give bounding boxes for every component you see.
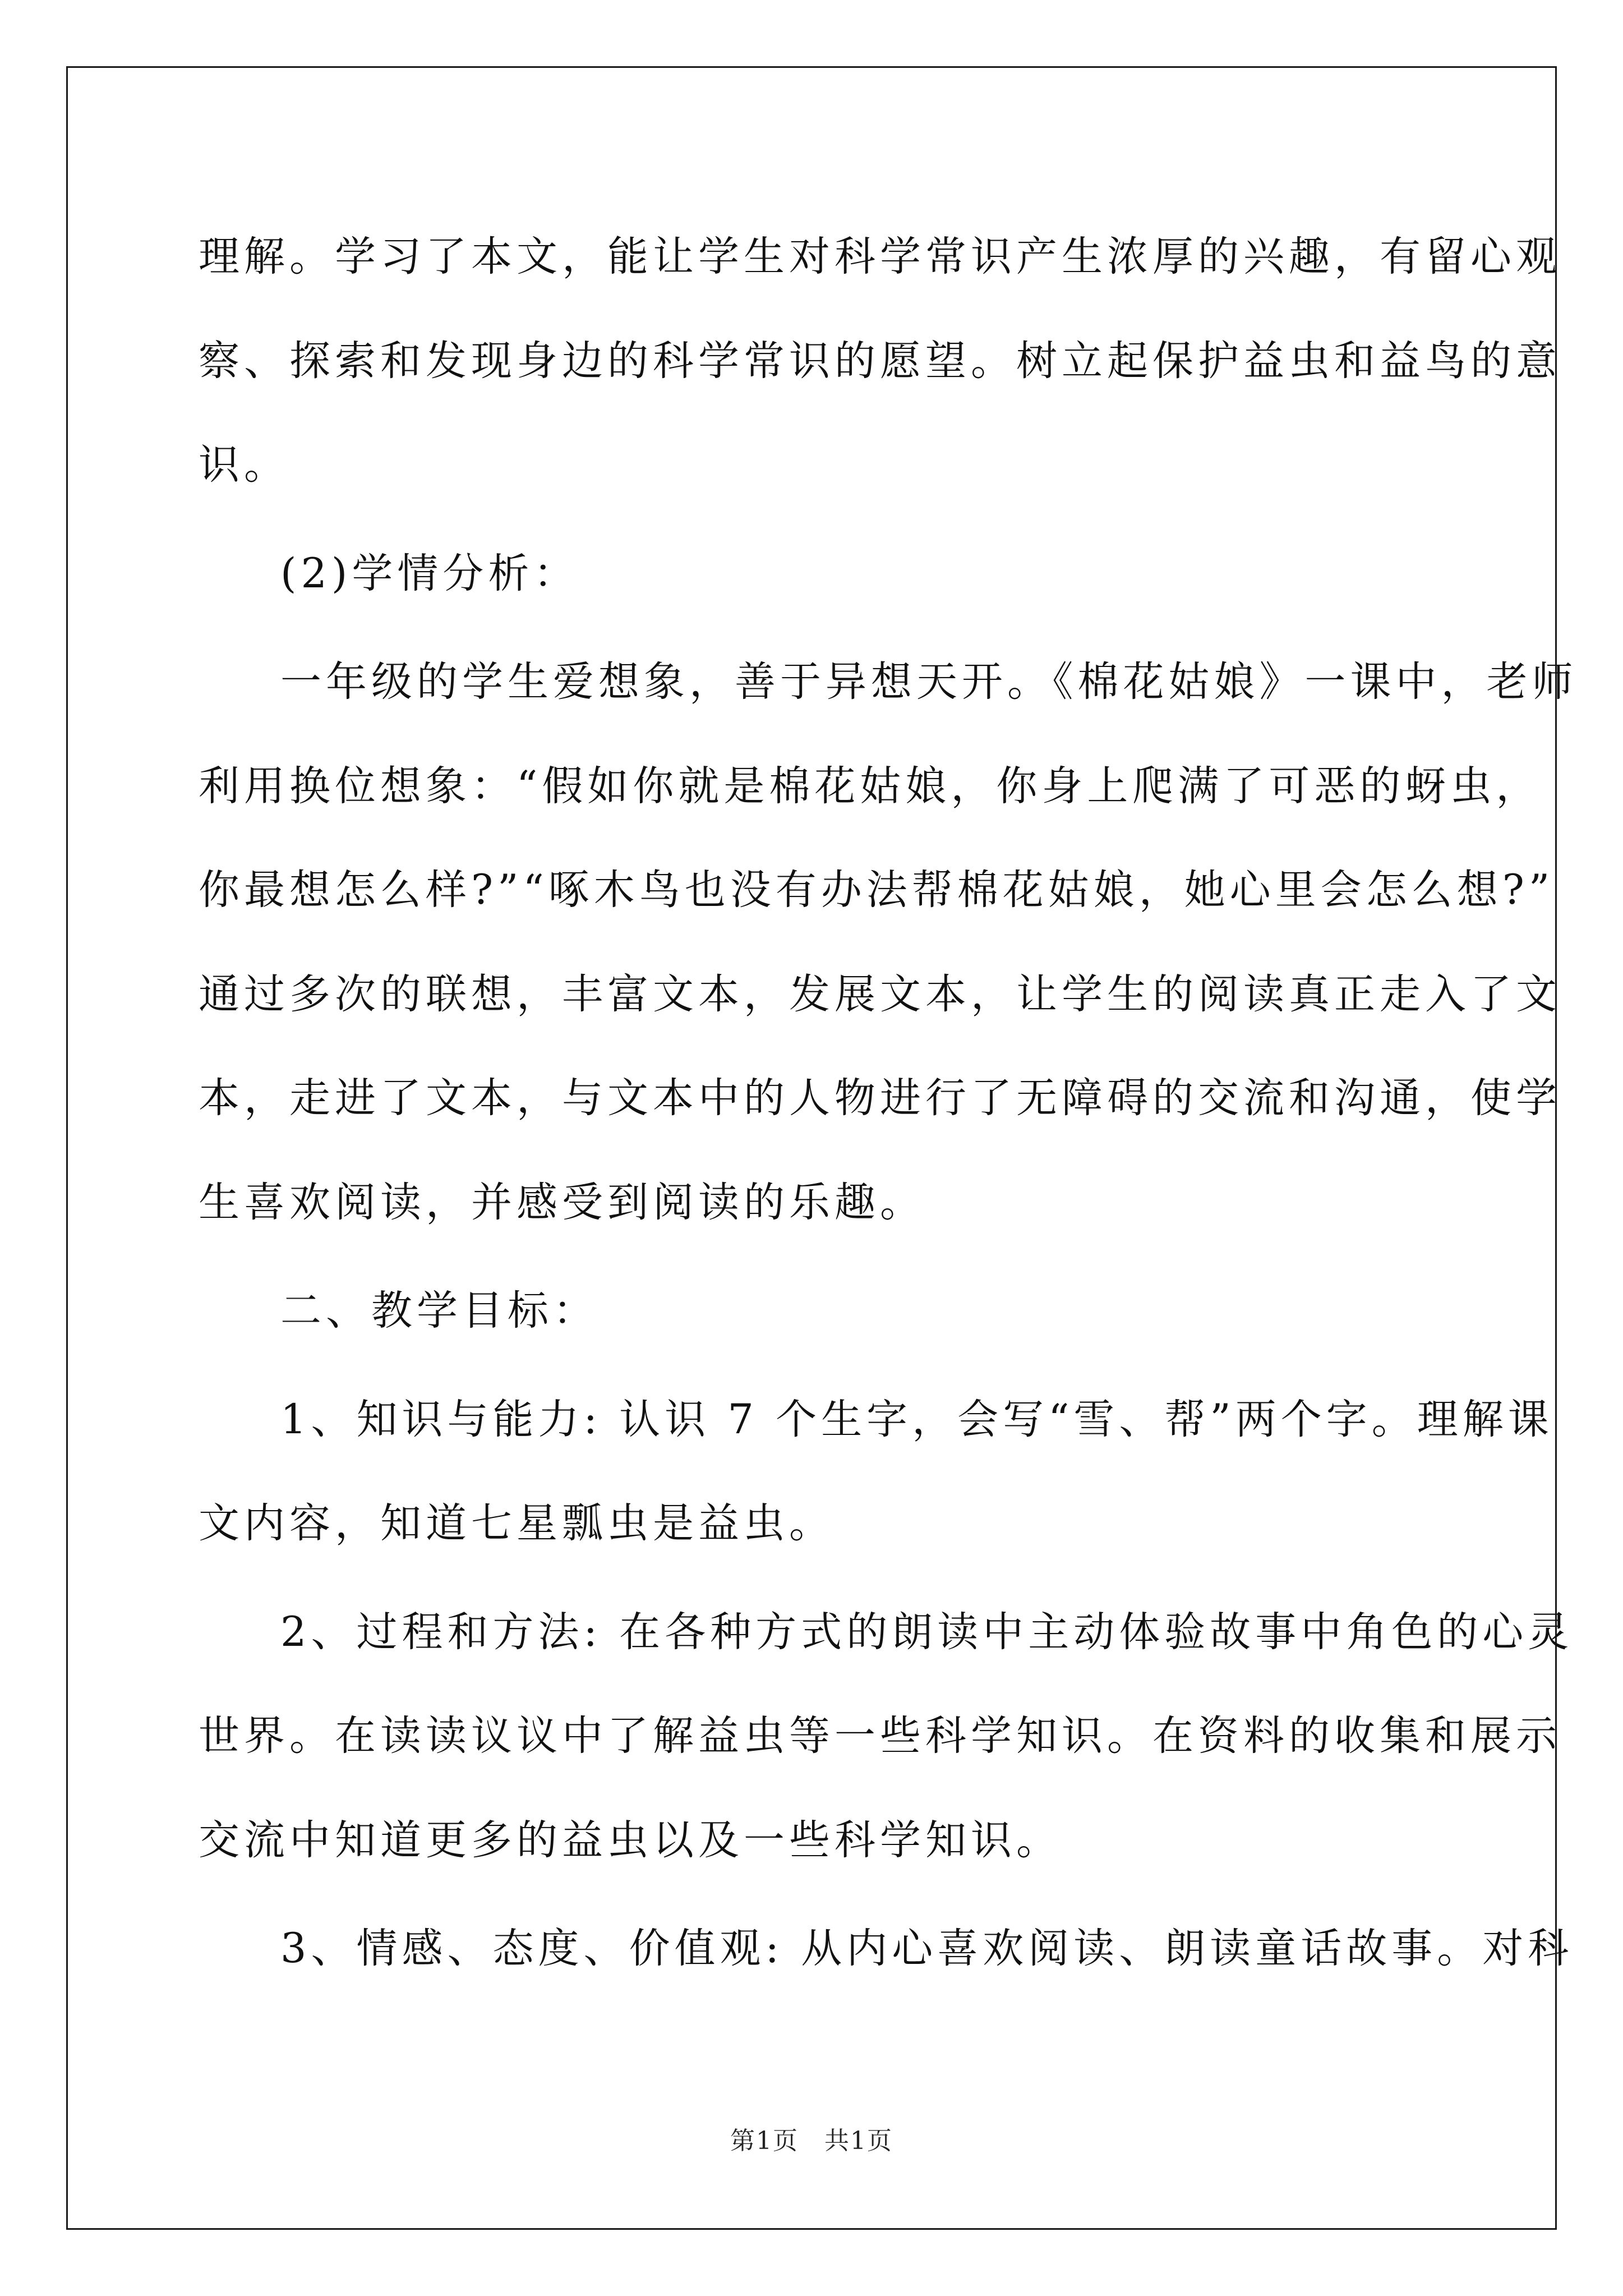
paragraph [199,630,1578,1254]
text-line: 文内容，知道七星瓢虫是益虫。 [199,1499,834,1547]
paragraph [199,1580,1574,1893]
text-line: 2、过程和方法: 在各种方式的朗读中主动体验故事中角色的心灵 [280,1608,1574,1656]
text-line: 世界。在读读议议中了解益虫等一些科学知识。在资料的收集和展示 [199,1712,1561,1760]
paragraph [199,522,1430,626]
text-line: 交流中知道更多的益虫以及一些科学知识。 [199,1816,1062,1864]
paragraph [199,1259,1430,1363]
paragraph [199,205,1561,517]
text-line: 生喜欢阅读，并感受到阅读的乐趣。 [199,1178,925,1226]
paragraph [199,1368,1553,1576]
text-line: 1、知识与能力: 认识 7 个生字，会写“雪、帮”两个字。理解课 [280,1395,1553,1443]
text-line: 理解。学习了本文，能让学生对科学常识产生浓厚的兴趣，有留心观 [199,233,1561,280]
paragraph [199,1897,1574,2001]
text-line: 利用换位想象：“假如你就是棉花姑娘，你身上爬满了可恶的蚜虫， [199,762,1542,810]
text-line: 一年级的学生爱想象，善于异想天开。《棉花姑娘》一课中，老师 [280,658,1578,706]
text-line: 3、情感、态度、价值观: 从内心喜欢阅读、朗读童话故事。对科 [280,1925,1574,1972]
text-line: 你最想怎么样?”“啄木鸟也没有办法帮棉花姑娘，她心里会怎么想?” [199,866,1555,914]
page-footer: 第1页 共1页 [730,2127,893,2155]
text-line: 识。 [199,441,289,489]
text-line: 通过多次的联想，丰富文本，发展文本，让学生的阅读真正走入了文 [199,970,1561,1018]
section-heading: 二、教学目标： [280,1287,598,1335]
document-body [199,205,1578,2005]
text-line: 本，走进了文本，与文本中的人物进行了无障碍的交流和沟通，使学 [199,1074,1561,1122]
text-line: 察、探索和发现身边的科学常识的愿望。树立起保护益虫和益鸟的意 [199,337,1561,385]
section-heading: (2)学情分析： [280,549,579,597]
